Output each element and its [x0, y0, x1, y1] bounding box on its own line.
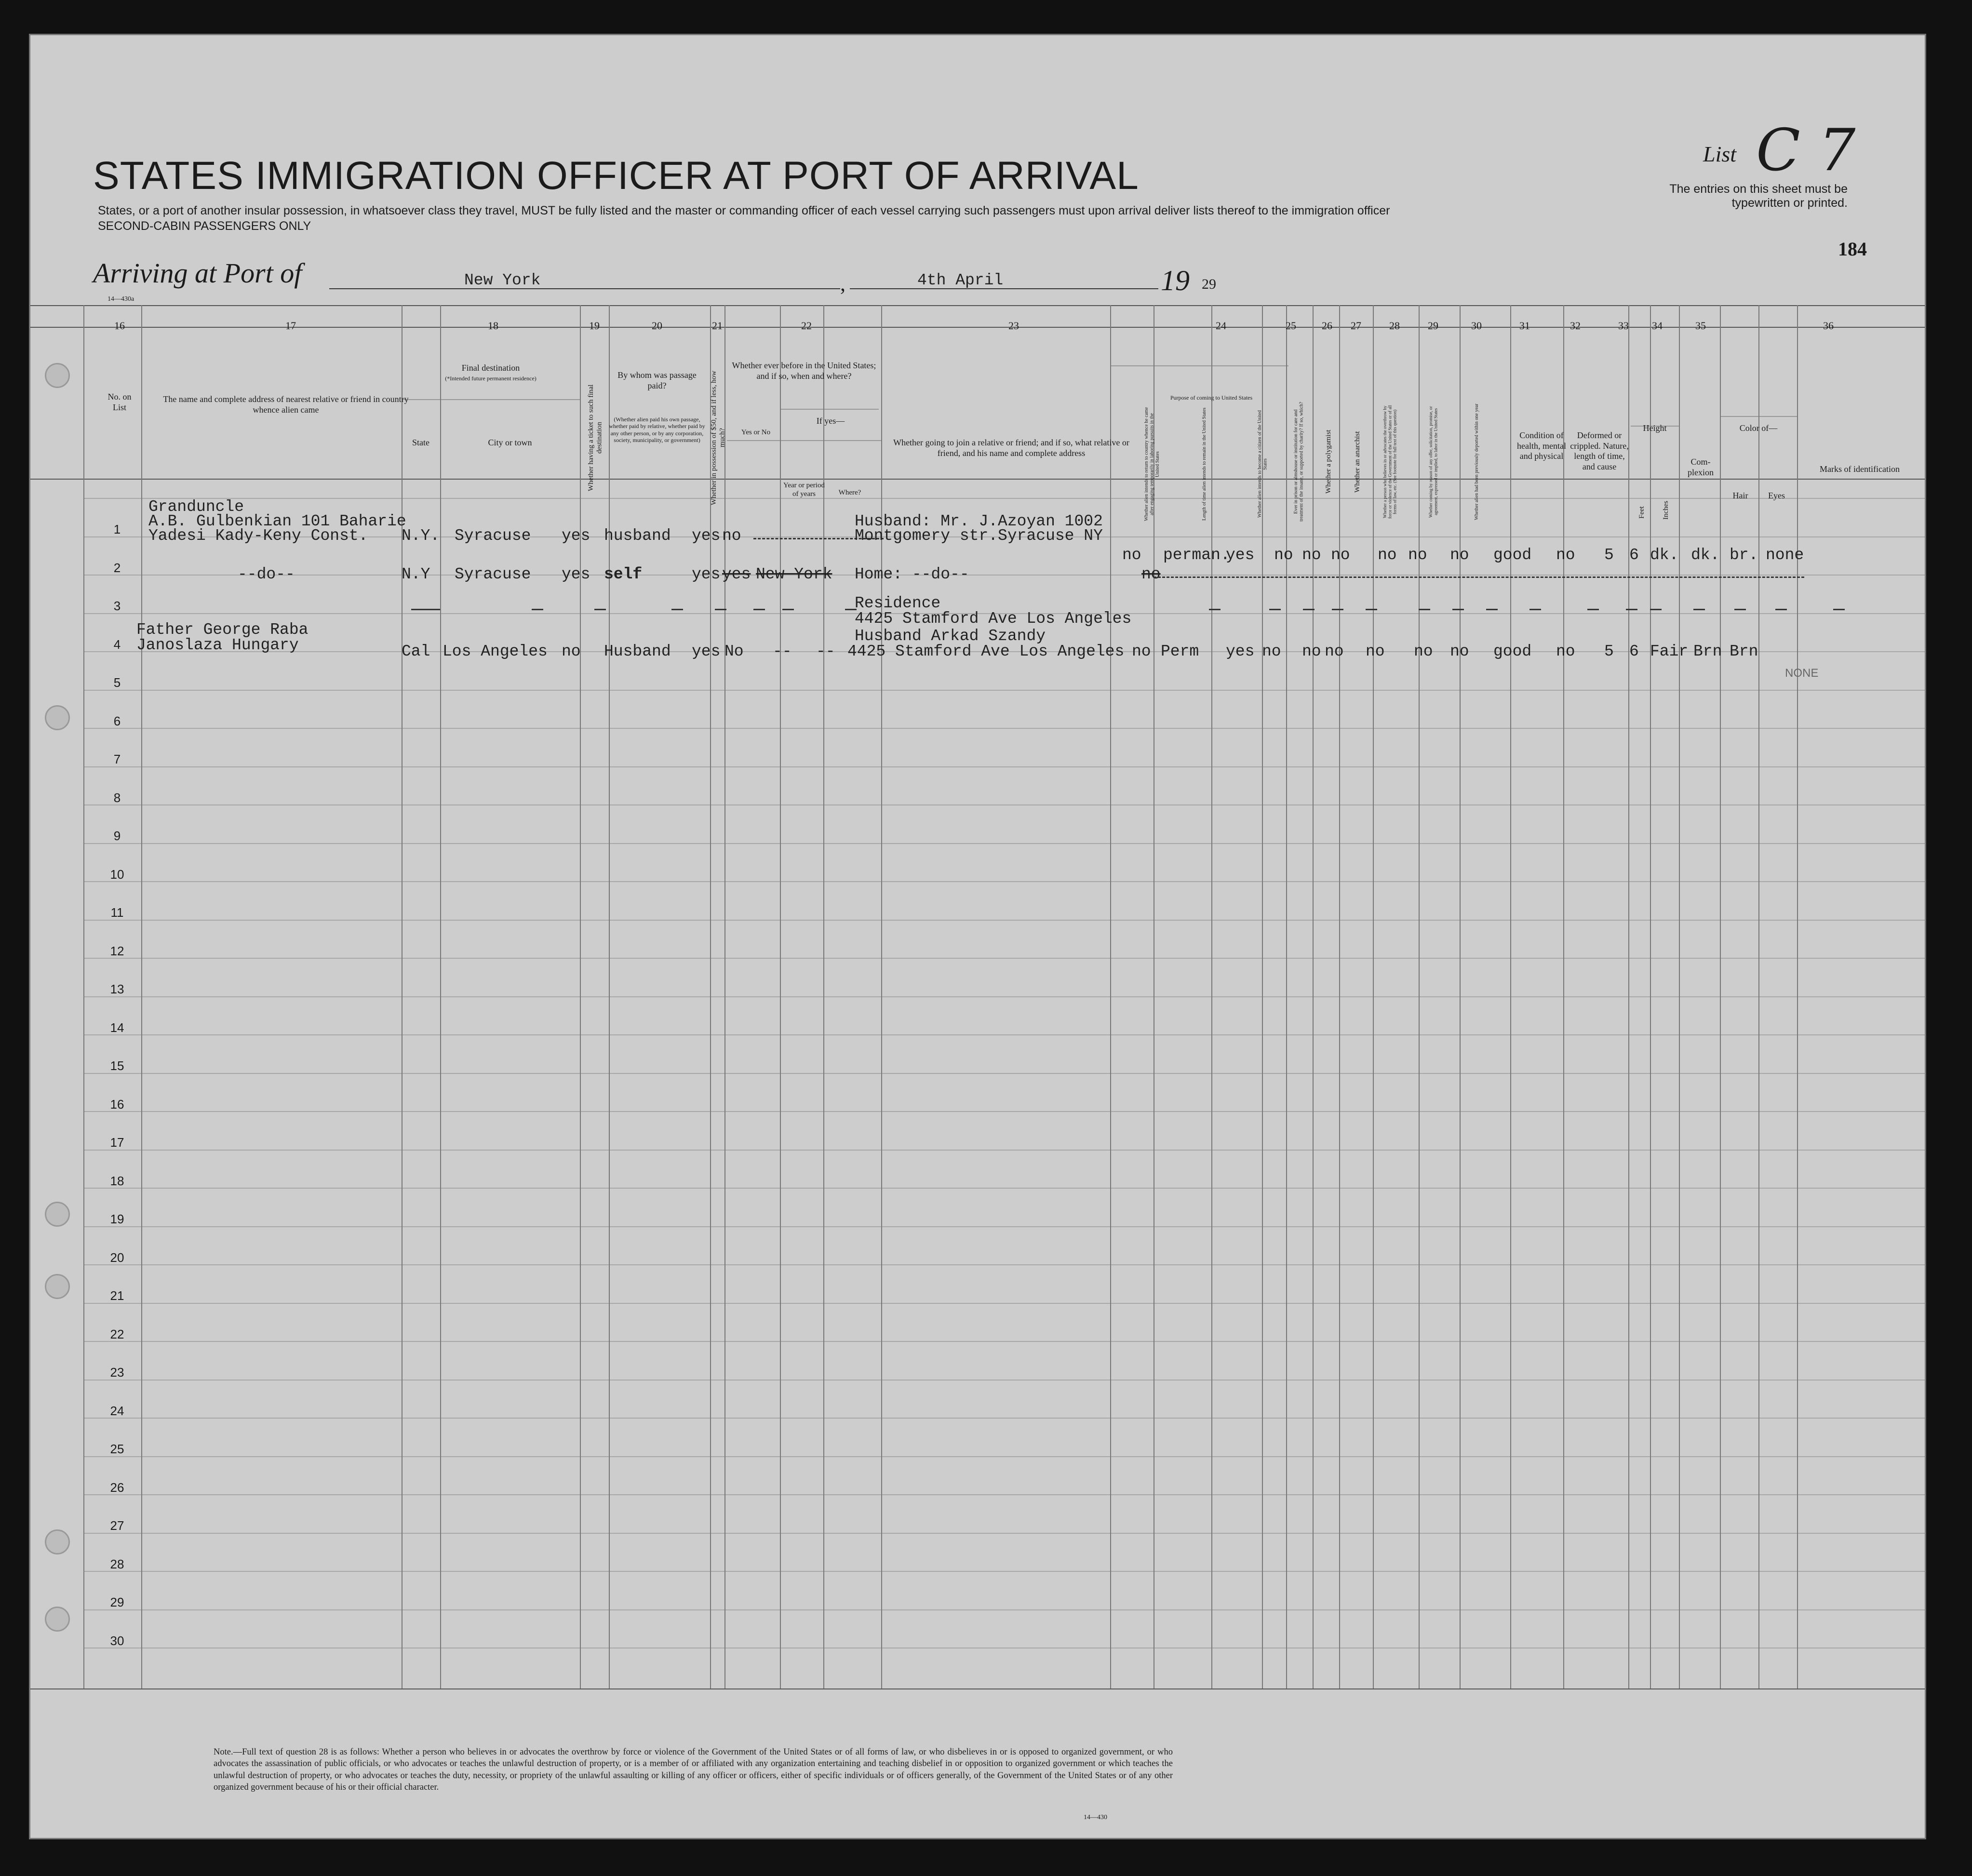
col-num-36: 36 [1823, 320, 1834, 332]
col-num-26: 26 [1322, 320, 1332, 332]
column-rule [823, 305, 824, 1688]
r2-return: no [1141, 565, 1161, 583]
hdr-join-relative: Whether going to join a relative or friend; and if so, what relative or friend, and his name and complete address [893, 438, 1129, 458]
hdr-polygamist: Whether a polygamist [1325, 429, 1332, 494]
r1-length: perman. [1163, 546, 1230, 564]
ditto-dash [1209, 609, 1221, 610]
ditto-dash [1693, 609, 1705, 610]
hdr-passage-paid-sub: (Whether alien paid his own passage, whether paid by relative, whether paid by any other person, or by any corporation, society, municipality, or government) [609, 416, 705, 444]
col-num-32: 32 [1570, 320, 1581, 332]
hdr-health: Condition of health, mental and physical [1517, 430, 1566, 461]
hdr-fifty-dollars: Whether in possession of $50, and if less, how much? [710, 370, 726, 505]
hdr-eyes: Eyes [1768, 491, 1785, 500]
column-rule [1563, 305, 1564, 1688]
ditto-dash [1269, 609, 1281, 610]
hdr-prison: Ever in prison or almshouse or institution for care and treatment of the insane, or supported by charity? If so, which? [1293, 402, 1304, 522]
r3-join-line2: 4425 Stamford Ave Los Angeles [855, 610, 1132, 628]
col-num-16: 16 [114, 320, 125, 332]
row-rule [83, 1150, 1925, 1151]
hdr-question-28: Whether a person who believes in or advocates the overthrow by force or violence of the Government of the United States or of all forms of law, etc. (See footnote for full text of this question) [1382, 405, 1397, 519]
row-number: 30 [110, 1633, 124, 1648]
row-rule [83, 804, 1925, 805]
column-rule [780, 305, 781, 1688]
row-number: 1 [113, 522, 121, 536]
hdr-final-destination: Final destination [461, 363, 520, 373]
hdr-return: Whether alien intends to return to country whence he came after engaging temporarily in laboring pursuits in the United States [1144, 407, 1160, 522]
r4-length: Perm [1161, 643, 1199, 660]
r4-prison: no [1262, 643, 1281, 660]
r1-q30: no [1450, 546, 1469, 564]
column-rule [1650, 305, 1651, 1688]
row-rule [83, 1341, 1925, 1342]
ditto-dash [753, 609, 765, 610]
r2-paid-by: self [604, 565, 643, 583]
table-grid [30, 35, 1925, 1838]
r4-relative-line2: Janoslaza Hungary [136, 636, 299, 654]
row-number: 11 [110, 905, 124, 920]
row-number: 25 [110, 1442, 124, 1456]
row-rule [83, 728, 1925, 729]
r4-deformed: no [1556, 643, 1575, 660]
r4-polygamist: no [1302, 643, 1321, 660]
r4-anarchist: no [1325, 643, 1344, 660]
list-label: List [1703, 142, 1737, 166]
ditto-dash [1650, 609, 1662, 610]
row-rule [83, 1494, 1925, 1495]
hdr-no-on-list: No. on List [107, 392, 132, 412]
row-rule [83, 1456, 1925, 1457]
column-rule [141, 305, 142, 1688]
row-number: 20 [110, 1250, 124, 1265]
column-rule [609, 305, 610, 1688]
hdr-anarchist: Whether an anarchist [1354, 431, 1361, 493]
ditto-dash [1833, 609, 1845, 610]
ditto-dash [1529, 609, 1541, 610]
r1-citizen: yes [1226, 546, 1255, 564]
col-num-19: 19 [589, 320, 600, 332]
column-rule [724, 305, 725, 1688]
year-prefix: 19 [1161, 265, 1190, 296]
r1-eyes: br. [1730, 546, 1758, 564]
r4-eyes: Brn [1730, 643, 1758, 660]
r4-fifty: yes [692, 643, 721, 660]
r1-complexion: dk. [1650, 546, 1679, 564]
row-number: 18 [110, 1173, 124, 1188]
column-rule [1679, 305, 1680, 1688]
ditto-dash [1303, 609, 1315, 610]
column-rule [1720, 305, 1721, 1688]
col-num-21: 21 [712, 320, 723, 332]
row-number: 17 [110, 1135, 124, 1150]
r1-hair: dk. [1691, 546, 1720, 564]
ever-before-sub-rule [727, 440, 881, 441]
col-num-31: 31 [1519, 320, 1530, 332]
row-rule [83, 1533, 1925, 1534]
column-rule [1797, 305, 1798, 1688]
dest-sub-rule [402, 399, 580, 400]
r1-health: good [1493, 546, 1532, 564]
hdr-contract-labor: Whether coming by reason of any offer, solicitation, promise, or agreement, expressed or implied, to labor in the United States [1428, 406, 1438, 518]
r2-ticket: yes [562, 565, 590, 583]
year-suffix: 29 [1202, 276, 1216, 292]
r4-paid-by: Husband [604, 643, 671, 660]
hdr-where: Where? [838, 489, 861, 496]
r1-join-line1: Husband: Mr. J.Azoyan 1002 [855, 512, 1103, 530]
row-rule [83, 843, 1925, 844]
hdr-complexion: Com-plexion [1688, 457, 1714, 477]
col-num-23: 23 [1008, 320, 1019, 332]
row-number: 6 [113, 713, 121, 728]
row-number: 15 [110, 1059, 124, 1073]
row-rule [83, 996, 1925, 997]
r2-city: Syracuse [455, 565, 531, 583]
r1-city: Syracuse [455, 527, 531, 545]
row-rule [83, 1188, 1925, 1189]
hdr-feet: Feet [1638, 506, 1646, 519]
row-rule [83, 1418, 1925, 1419]
ditto-dash [715, 609, 726, 610]
r4-health: good [1493, 643, 1532, 660]
row-rule [83, 498, 1925, 499]
hdr-state: State [412, 438, 429, 447]
r1-fifty: yes [692, 527, 721, 545]
hdr-final-destination-sub: (*Intended future permanent residence) [445, 375, 537, 382]
row-number: 21 [110, 1288, 124, 1303]
r4-return: no [1132, 643, 1151, 660]
r4-marks: NONE [1785, 667, 1819, 680]
r4-q29: no [1414, 643, 1433, 660]
r1-anarchist: no [1331, 546, 1350, 564]
column-rule [1510, 305, 1511, 1688]
row-number: 12 [110, 943, 124, 958]
r1-q28: no [1378, 546, 1397, 564]
row-number: 3 [113, 599, 121, 613]
r1-prison: no [1274, 546, 1293, 564]
col-num-30: 30 [1471, 320, 1482, 332]
hdr-hair: Hair [1732, 491, 1748, 500]
row-number: 13 [110, 982, 124, 996]
row-rule [83, 1226, 1925, 1227]
r2-dash [1154, 576, 1804, 578]
row-rule [83, 1111, 1925, 1112]
row-rule [83, 766, 1925, 767]
row-number: 10 [110, 867, 124, 882]
col-num-33: 33 [1618, 320, 1629, 332]
row-number: 2 [113, 560, 121, 575]
r4-q28: no [1366, 643, 1385, 660]
hdr-citizen: Whether alien intends to become a citizen of the United States [1257, 410, 1268, 518]
r4-hair: Brn [1693, 643, 1722, 660]
r1-state: N.Y. [402, 527, 440, 545]
r2-where: New York [756, 565, 832, 583]
column-rule [1758, 305, 1759, 1688]
hdr-ever-before: Whether ever before in the United States; and if so, when and where? [732, 361, 876, 381]
row-rule [83, 1264, 1925, 1265]
row-number: 24 [110, 1403, 124, 1418]
ditto-dash [1452, 609, 1464, 610]
ditto-dash [1775, 609, 1787, 610]
r1-ticket: yes [562, 527, 590, 545]
hdr-length-of-stay: Length of time alien intends to remain in the United States [1202, 407, 1207, 521]
r2-join: Home: --do-- [855, 565, 969, 583]
date-value: 4th April [917, 271, 1004, 289]
ditto-dash [671, 609, 683, 610]
r1-paid-by: husband [604, 527, 671, 545]
col-num-24: 24 [1216, 320, 1226, 332]
r4-relative-line1: Father George Raba [136, 621, 309, 639]
hdr-passage-paid: By whom was passage paid? [617, 370, 697, 390]
hdr-deported: Whether alien had been previously deported within one year [1474, 403, 1479, 520]
col-num-20: 20 [652, 320, 662, 332]
r4-year: -- [773, 643, 792, 660]
column-rule [1419, 305, 1420, 1688]
r4-complexion: Fair [1650, 643, 1689, 660]
hdr-color-of: Color of— [1739, 423, 1778, 433]
row-rule [83, 920, 1925, 921]
r2-before: yes [722, 565, 751, 583]
r1-return: no [1122, 546, 1141, 564]
footnote-code: 14—430 [1084, 1814, 1107, 1821]
ditto-dash [1626, 609, 1637, 610]
ditto-dash [411, 609, 440, 610]
hdr-city: City or town [488, 438, 532, 447]
r2-state: N.Y [402, 565, 430, 583]
row-number: 9 [113, 829, 121, 843]
row-rule [83, 575, 1925, 576]
ditto-dash [1486, 609, 1498, 610]
ditto-dash [1332, 609, 1343, 610]
r3-join-line1: Residence [855, 594, 941, 612]
column-rule [83, 305, 84, 1688]
column-rule [1339, 305, 1340, 1688]
col-num-22: 22 [801, 320, 812, 332]
hdr-deformed: Deformed or crippled. Nature, length of time, and cause [1570, 430, 1629, 471]
col-num-27: 27 [1351, 320, 1361, 332]
ditto-dash [1734, 609, 1746, 610]
ditto-dash [1366, 609, 1377, 610]
form-subtitle: States, or a port of another insular possession, in whatsoever class they travel, MUST be fully listed and the master or commanding officer of each vessel carrying such passengers must upon arrival deliver lists thereof to the immigration officer [98, 204, 1390, 217]
ditto-dash [594, 609, 606, 610]
col-num-34: 34 [1652, 320, 1663, 332]
r1-relative-line3: Yadesi Kady-Keny Const. [148, 527, 368, 545]
row-number: 7 [113, 752, 121, 766]
header-bottom-rule [30, 479, 1925, 480]
row-number: 4 [113, 637, 121, 652]
row-number: 26 [110, 1480, 124, 1495]
column-rule [1286, 305, 1287, 1688]
ifyes-sub-rule [780, 409, 879, 410]
hdr-purpose: Purpose of coming to United States [1170, 394, 1253, 401]
column-rule [580, 305, 581, 1688]
comma: , [840, 272, 845, 295]
r1-polygamist: no [1302, 546, 1321, 564]
column-rule [1373, 305, 1374, 1688]
ditto-dash [782, 609, 794, 610]
r1-join-line2: Montgomery str.Syracuse NY [855, 527, 1103, 545]
form-title: STATES IMMIGRATION OFFICER AT PORT OF ARRIVAL [93, 154, 1139, 198]
r4-city: Los Angeles [443, 643, 548, 660]
r1-feet: 5 [1604, 546, 1614, 564]
table-top-rule [30, 305, 1925, 306]
row-number: 19 [110, 1212, 124, 1226]
hdr-marks: Marks of identification [1820, 464, 1900, 474]
column-rule [1211, 305, 1212, 1688]
r4-ticket: no [562, 643, 581, 660]
hdr-height: Height [1643, 423, 1667, 433]
ditto-dash [1587, 609, 1599, 610]
r1-marks: none [1766, 546, 1804, 564]
r1-before: no [722, 527, 741, 545]
row-rule [83, 1571, 1925, 1572]
manifest-sheet [29, 34, 1926, 1839]
r4-citizen: yes [1226, 643, 1255, 660]
col-num-17: 17 [285, 320, 296, 332]
r4-where: -- [816, 643, 835, 660]
table-bottom-rule [30, 1688, 1925, 1689]
row-rule [83, 1073, 1925, 1074]
form-class-label: SECOND-CABIN PASSENGERS ONLY [98, 219, 311, 233]
r4-feet: 5 [1604, 643, 1614, 660]
row-number: 29 [110, 1595, 124, 1609]
arriving-label: Arriving at Port of [93, 257, 302, 289]
r1-relative-line2: A.B. Gulbenkian 101 Baharie [148, 512, 406, 530]
row-number: 14 [110, 1020, 124, 1035]
r1-deformed: no [1556, 546, 1575, 564]
column-rule [440, 305, 441, 1688]
column-rule [1628, 305, 1629, 1688]
col-num-35: 35 [1695, 320, 1706, 332]
r4-join-line1: Husband Arkad Szandy [855, 627, 1046, 645]
row-rule [83, 881, 1925, 882]
hdr-if-yes: If yes— [816, 416, 845, 426]
row-number: 28 [110, 1556, 124, 1571]
col-num-18: 18 [488, 320, 498, 332]
r4-state: Cal [402, 643, 430, 660]
r4-join-line2: 4425 Stamford Ave Los Angeles [847, 643, 1125, 660]
row-number: 27 [110, 1518, 124, 1533]
row-rule [83, 1609, 1925, 1610]
r1-q29: no [1408, 546, 1427, 564]
r1-inches: 6 [1629, 546, 1639, 564]
r4-inches: 6 [1629, 643, 1639, 660]
r4-before: No [724, 643, 744, 660]
hdr-inches: Inches [1662, 500, 1670, 520]
row-rule [83, 690, 1925, 691]
column-number-rule [30, 327, 1925, 328]
row-number: 22 [110, 1327, 124, 1341]
r1-relative-line1: Granduncle [148, 498, 244, 516]
row-number: 8 [113, 790, 121, 805]
ditto-dash [1419, 609, 1430, 610]
row-rule [83, 1034, 1925, 1035]
row-number: 23 [110, 1365, 124, 1380]
footnote: Note.—Full text of question 28 is as follows: Whether a person who believes in or advocates the overthrow by force or violence of the Government of the United States or of all forms of law, or who disbelieves in or is opposed to organized government, or who advocates the assassination of public officials, or who advocates or teaches the unlawful destruction of property, or is a member of or affiliated with any organization entertaining and teaching disbelief in or opposition to organized government or which teaches the unlawful destruction of property, or who advocates or teaches the duty, necessity, or propriety of the unlawful assaulting or killing of any officer or officers, either of specific individuals or of officers generally, of the Government of the United States or of any other organized government because of his or their official character. [214, 1747, 1173, 1793]
row-number: 16 [110, 1097, 124, 1112]
hdr-ticket: Whether having a ticket to such final destination [587, 384, 604, 491]
list-value: C 7 [1756, 117, 1856, 184]
col-num-25: 25 [1286, 320, 1296, 332]
form-code: 14—430a [107, 295, 134, 303]
row-rule [83, 1303, 1925, 1304]
col-num-28: 28 [1389, 320, 1400, 332]
col-num-29: 29 [1428, 320, 1438, 332]
column-rule [710, 305, 711, 1688]
column-rule [1460, 305, 1461, 1688]
column-rule [1313, 305, 1314, 1688]
row-number: 5 [113, 675, 121, 690]
row-rule [83, 958, 1925, 959]
ditto-dash [532, 609, 543, 610]
hdr-relative: The name and complete address of nearest relative or friend in country whence alien came [163, 394, 409, 415]
r2-fifty: yes [692, 565, 721, 583]
hdr-yes-or-no: Yes or No [741, 429, 771, 436]
hdr-year: Year or period of years [783, 482, 825, 498]
r2-relative: --do-- [238, 565, 295, 583]
column-rule [1110, 305, 1111, 1688]
page-number: 184 [1838, 238, 1867, 260]
typewritten-instruction: The entries on this sheet must be typewritten or printed. [1669, 182, 1848, 210]
r4-q30: no [1450, 643, 1469, 660]
port-value: New York [464, 271, 541, 289]
